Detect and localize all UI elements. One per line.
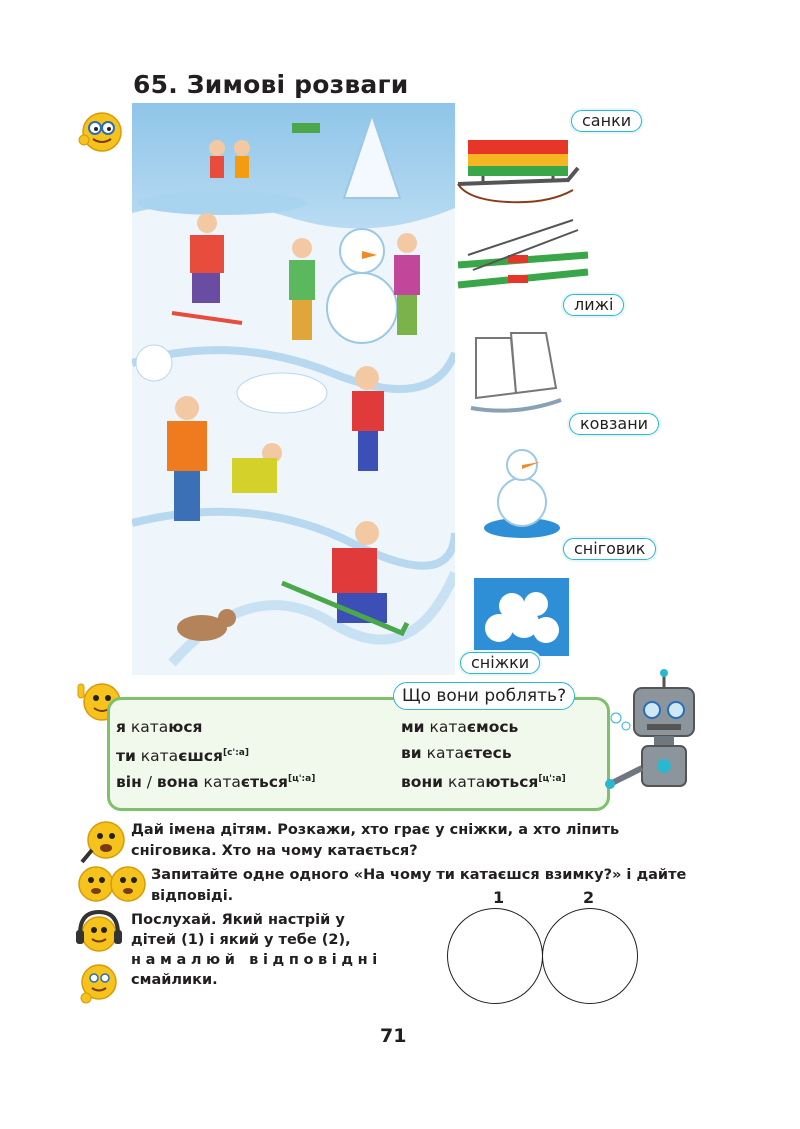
task-3-line-2: дітей (1) і який у тебе (2), (131, 932, 351, 948)
label-skates: ковзани (569, 413, 659, 435)
conjugation-row-ty: ти катаєшся[с':а] (116, 747, 249, 766)
winter-scene-illustration (132, 103, 455, 675)
question-bubble: Що вони роблять? (393, 682, 575, 710)
conjugation-row-my: ми катаємось (401, 718, 519, 736)
snowman-picture (482, 440, 562, 540)
task-2-line-2: відповіді. (151, 888, 234, 904)
task-1-line-1: Дай імена дітям. Розкажи, хто грає у сніжки, а хто ліпить (131, 822, 620, 838)
label-snowman: сніговик (563, 538, 656, 560)
conjugation-row-vony: вони катаються[ц':а] (401, 773, 566, 792)
label-snowballs: сніжки (460, 652, 540, 674)
page-title: 65. Зимові розваги (133, 70, 409, 99)
skis-picture (448, 210, 593, 305)
drawing-circle-2[interactable] (542, 908, 638, 1004)
task-3-line-4: смайлики. (131, 972, 218, 988)
smiley-microphone-icon (74, 818, 129, 866)
page-number: 71 (380, 1025, 407, 1047)
task-1-line-2: сніговика. Хто на чому катається? (131, 843, 418, 859)
conjugation-row-ya: я катаюся (116, 718, 203, 736)
conjugation-row-vin-vona: він / вона катається[ц':а] (116, 773, 316, 792)
circle-label-2: 2 (583, 888, 595, 907)
smiley-drawing-icon (74, 960, 124, 1008)
smiley-headphones-icon (74, 908, 124, 956)
two-smileys-talking-icon (74, 862, 154, 908)
robot-icon (602, 668, 702, 808)
label-skis: лижі (563, 294, 624, 316)
skates-picture (466, 328, 576, 428)
drawing-circle-1[interactable] (447, 908, 543, 1004)
sled-picture (448, 120, 583, 210)
snowballs-picture (474, 568, 569, 656)
conjugation-box (107, 697, 610, 811)
task-3-line-3: намалюй відповідні (131, 952, 382, 968)
conjugation-row-vy: ви катаєтесь (401, 744, 512, 762)
task-3-line-1: Послухай. Який настрій у (131, 912, 345, 928)
smiley-glasses-icon (75, 108, 125, 156)
task-2-line-1: Запитайте одне одного «На чому ти катаєшся взимку?» і дайте (151, 867, 687, 883)
label-sled: санки (571, 110, 642, 132)
circle-label-1: 1 (493, 888, 505, 907)
